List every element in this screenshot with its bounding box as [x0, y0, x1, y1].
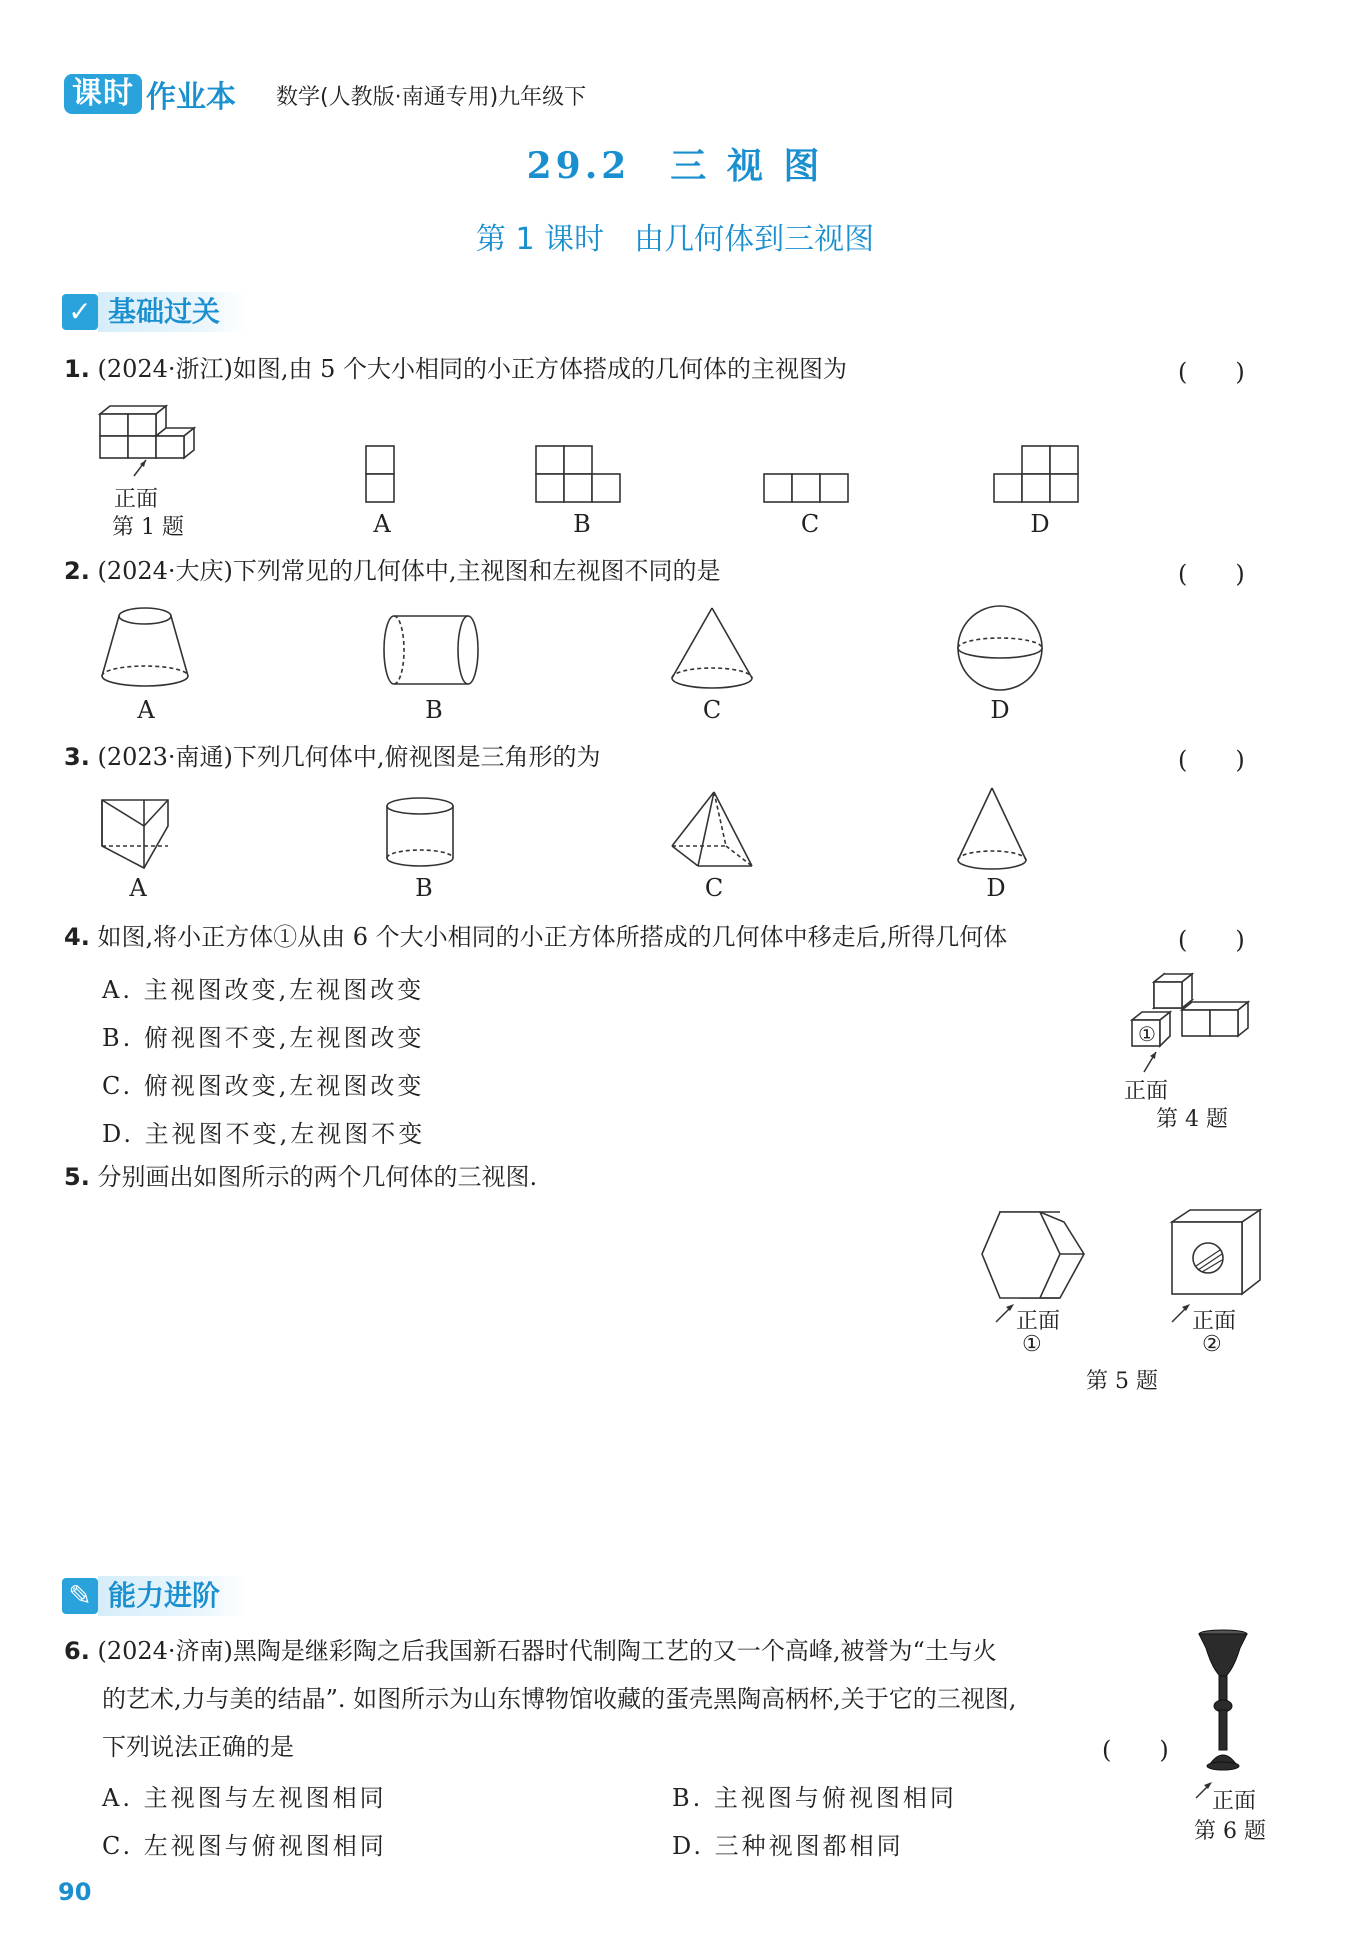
frustum-figure — [98, 606, 192, 692]
q4-option-b[interactable]: B. 俯视图不变,左视图改变 — [102, 1024, 425, 1052]
front-arrow-icon — [994, 1300, 1018, 1324]
question-text-line1: (2024·济南)黑陶是继彩陶之后我国新石器时代制陶工艺的又一个高峰,被誉为“土与火 — [97, 1637, 997, 1665]
book-info: 数学(人教版·南通专用)九年级下 — [276, 85, 587, 110]
pyramid-figure — [668, 790, 758, 874]
front-label: 正面 — [1016, 1309, 1061, 1334]
cylinder-lying-figure — [382, 614, 482, 690]
header-logo — [64, 74, 236, 114]
question-text: 分别画出如图所示的两个几何体的三视图. — [97, 1163, 538, 1191]
q1-option-c[interactable]: C — [800, 510, 820, 538]
q1-option-b[interactable]: B — [573, 510, 591, 538]
figure-caption: 第 1 题 — [112, 515, 184, 540]
question-number: 4. — [64, 923, 90, 951]
triangular-prism-figure — [98, 796, 174, 872]
q6-option-a[interactable]: A. 主视图与左视图相同 — [102, 1784, 387, 1812]
question-text-line2: 的艺术,力与美的结晶”. 如图所示为山东博物馆收藏的蛋壳黑陶高柄杯,关于它的三视图, — [102, 1685, 1017, 1713]
figure-mark: ② — [1202, 1332, 1222, 1357]
q3-option-b[interactable]: B — [415, 874, 433, 902]
black-pottery-cup-figure — [1196, 1628, 1250, 1778]
question-text-line3: 下列说法正确的是 — [102, 1733, 294, 1761]
question-number: 2. — [64, 557, 90, 585]
question-number: 3. — [64, 743, 90, 771]
question-text: 如图,将小正方体①从由 6 个大小相同的小正方体所搭成的几何体中移走后,所得几何体 — [97, 923, 1008, 951]
q6-option-d[interactable]: D. 三种视图都相同 — [672, 1832, 904, 1860]
question-number: 5. — [64, 1163, 90, 1191]
figure-mark: ① — [1022, 1332, 1042, 1357]
front-arrow-icon — [1170, 1300, 1194, 1324]
question-3 — [64, 740, 601, 774]
question-6 — [64, 1634, 997, 1668]
section-title: 29.2 三 视 图 — [526, 145, 824, 187]
lesson-title: 第 1 课时 由几何体到三视图 — [475, 222, 875, 257]
front-label: 正面 — [1192, 1309, 1237, 1334]
q1-option-a[interactable]: A — [373, 510, 391, 538]
q4-option-d[interactable]: D. 主视图不变,左视图不变 — [102, 1120, 426, 1148]
cone-figure-2 — [956, 786, 1032, 874]
q2-option-a[interactable]: A — [137, 696, 155, 724]
pencil-icon: ✎ — [62, 1578, 98, 1614]
answer-blank-2[interactable]: ( ) — [1178, 560, 1245, 588]
q3-option-d[interactable]: D — [986, 874, 1006, 902]
question-2 — [64, 554, 721, 588]
q6-option-b[interactable]: B. 主视图与俯视图相同 — [672, 1784, 957, 1812]
q1-option-d[interactable]: D — [1030, 510, 1050, 538]
sphere-figure — [956, 604, 1046, 694]
q1-option-b-figure — [534, 444, 628, 508]
q1-option-d-figure — [992, 444, 1086, 508]
banner-basic-label: 基础过关 — [98, 292, 246, 332]
answer-blank-6[interactable]: ( ) — [1102, 1736, 1169, 1764]
q2-option-b[interactable]: B — [425, 696, 443, 724]
q3-option-a[interactable]: A — [129, 874, 147, 902]
figure-caption: 第 4 题 — [1156, 1107, 1228, 1132]
q3-option-c[interactable]: C — [704, 874, 724, 902]
page-number: 90 — [58, 1878, 92, 1906]
q1-option-a-figure — [364, 444, 398, 508]
banner-advanced — [62, 1574, 246, 1618]
answer-blank-3[interactable]: ( ) — [1178, 746, 1245, 774]
logo-text: 作业本 — [146, 80, 236, 115]
figure-caption: 第 6 题 — [1194, 1819, 1266, 1844]
question-text: (2024·浙江)如图,由 5 个大小相同的小正方体搭成的几何体的主视图为 — [97, 355, 848, 383]
banner-advanced-label: 能力进阶 — [98, 1576, 246, 1616]
q6-option-c[interactable]: C. 左视图与俯视图相同 — [102, 1832, 387, 1860]
answer-blank-1[interactable]: ( ) — [1178, 358, 1245, 386]
q2-option-c[interactable]: C — [702, 696, 722, 724]
hexagonal-prism-figure — [980, 1208, 1086, 1304]
cube-one-mark: ① — [1138, 1022, 1156, 1046]
q4-option-a[interactable]: A. 主视图改变,左视图改变 — [102, 976, 425, 1004]
q1-option-c-figure — [762, 472, 856, 508]
front-arrow-icon — [1140, 1048, 1164, 1074]
q2-option-d[interactable]: D — [990, 696, 1010, 724]
check-icon: ✓ — [62, 294, 98, 330]
figure-caption: 第 5 题 — [1086, 1369, 1158, 1394]
banner-basic — [62, 290, 246, 334]
front-label: 正面 — [1212, 1789, 1257, 1814]
front-label: 正面 — [1124, 1079, 1169, 1104]
question-text: (2023·南通)下列几何体中,俯视图是三角形的为 — [97, 743, 601, 771]
q4-option-c[interactable]: C. 俯视图改变,左视图改变 — [102, 1072, 425, 1100]
cube-with-hole-figure — [1168, 1208, 1264, 1304]
cylinder-figure — [384, 796, 460, 872]
question-4 — [64, 920, 1007, 954]
cone-figure — [668, 606, 758, 692]
question-5 — [64, 1160, 537, 1194]
question-text: (2024·大庆)下列常见的几何体中,主视图和左视图不同的是 — [97, 557, 721, 585]
question-number: 6. — [64, 1637, 90, 1665]
front-label: 正面 — [114, 487, 159, 512]
question-number: 1. — [64, 355, 90, 383]
logo-badge: 课时 — [64, 74, 142, 114]
q1-solid-figure — [96, 400, 206, 480]
answer-blank-4[interactable]: ( ) — [1178, 926, 1245, 954]
question-1 — [64, 352, 847, 386]
